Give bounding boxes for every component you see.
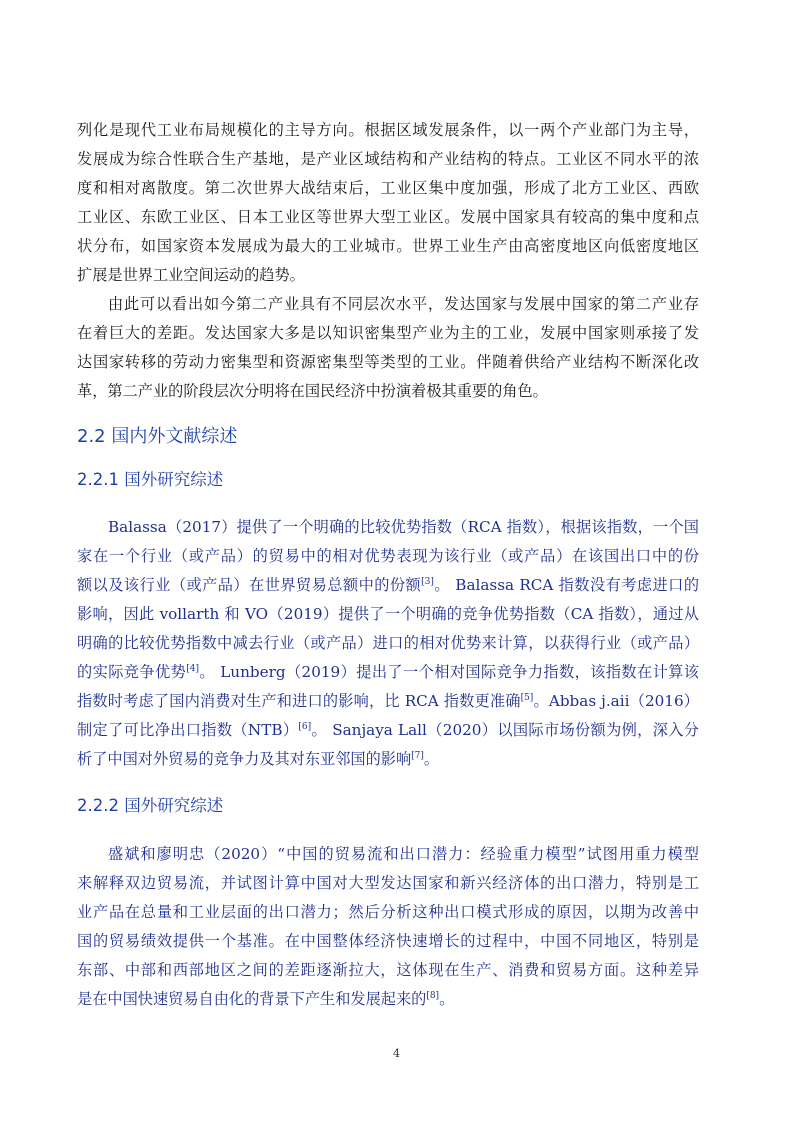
text-line: 家在一个行业（或产品）的贸易中的相对优势表现为该行业（或产品）在该国出口中的份	[77, 547, 699, 565]
text-segment: 析了中国对外贸易的竞争力及其对东亚邻国的影响	[77, 750, 412, 768]
text-segment: 。Abbas j.aii（2016）	[533, 692, 699, 710]
page-number: 4	[393, 1047, 400, 1060]
text-segment: 。 Sanjaya Lall（2020）以国际市场份额为例，深入分	[311, 721, 699, 739]
text-line: 国的贸易绩效提供一个基准。在中国整体经济快速增长的过程中，中国不同地区，特别是	[77, 932, 699, 950]
text-line	[77, 716, 699, 745]
citation-ref: [6]	[298, 721, 312, 732]
text-line	[77, 571, 699, 600]
text-line: 东部、中部和西部地区之间的差距逐渐拉大，这体现在生产、消费和贸易方面。这种差异	[77, 961, 699, 979]
text-line	[77, 985, 454, 1014]
text-segment: 。 Balassa RCA 指数没有考虑进口的	[433, 576, 700, 594]
text-segment: 的实际竞争优势	[77, 663, 187, 681]
text-line: Balassa（2017）提供了一个明确的比较优势指数（RCA 指数），根据该指数，一个国	[108, 518, 699, 536]
text-segment: 。	[423, 750, 440, 768]
text-line: 由此可以看出如今第二产业具有不同层次水平，发达国家与发展中国家的第二产业存	[108, 295, 699, 313]
text-line: 影响，因此 vollarth 和 VO（2019）提供了一个明确的竞争优势指数（CA 指数），通过从	[77, 605, 699, 623]
text-segment: 额以及该行业（或产品）在世界贸易总额中的份额	[77, 576, 422, 594]
text-line	[77, 745, 439, 774]
text-line: 扩展是世界工业空间运动的趋势。	[77, 266, 305, 284]
citation-ref: [7]	[411, 750, 424, 761]
text-line: 度和相对离散度。第二次世界大战结束后，工业区集中度加强，形成了北方工业区、西欧	[77, 179, 699, 197]
text-line: 盛斌和廖明忠（2020）“中国的贸易流和出口潜力：经验重力模型”试图用重力模型	[108, 845, 699, 863]
text-line: 明确的比较优势指数中减去行业（或产品）进口的相对优势来计算，以获得行业（或产品）	[77, 634, 699, 652]
section-heading-2-2-2: 2.2.2 国外研究综述	[77, 796, 224, 815]
text-line: 发展成为综合性联合生产基地，是产业区域结构和产业结构的特点。工业区不同水平的浓	[77, 150, 699, 168]
text-line: 工业区、东欧工业区、日本工业区等世界大型工业区。发展中国家具有较高的集中度和点	[77, 208, 699, 226]
text-segment: 是在中国快速贸易自由化的背景下产生和发展起来的	[77, 990, 427, 1008]
text-line: 列化是现代工业布局规模化的主导方向。根据区域发展条件，以一两个产业部门为主导，	[77, 121, 699, 139]
section-heading-2-2: 2.2 国内外文献综述	[77, 426, 238, 447]
text-line: 来解释双边贸易流，并试图计算中国对大型发达国家和新兴经济体的出口潜力，特别是工	[77, 874, 699, 892]
text-segment: 。 Lunberg（2019）提出了一个相对国际竞争力指数，该指数在计算该	[198, 663, 699, 681]
text-line: 革，第二产业的阶段层次分明将在国民经济中扮演着极其重要的角色。	[77, 382, 548, 400]
text-line: 状分布，如国家资本发展成为最大的工业城市。世界工业生产由高密度地区向低密度地区	[77, 237, 699, 255]
citation-ref: [5]	[520, 692, 534, 703]
text-line	[77, 687, 699, 716]
text-segment: 。	[439, 990, 455, 1008]
text-line	[77, 658, 699, 687]
section-heading-2-2-1: 2.2.1 国外研究综述	[77, 470, 224, 489]
text-segment: 制定了可比净出口指数（NTB）	[77, 721, 299, 739]
text-line: 业产品在总量和工业层面的出口潜力；然后分析这种出口模式形成的原因，以期为改善中	[77, 903, 699, 921]
citation-ref: [8]	[426, 990, 440, 1001]
text-segment: 指数时考虑了国内消费对生产和进口的影响，比 RCA 指数更准确	[77, 692, 521, 710]
text-line: 在着巨大的差距。发达国家大多是以知识密集型产业为主的工业，发展中国家则承接了发	[77, 324, 699, 342]
citation-ref: [4]	[186, 663, 199, 674]
text-line: 达国家转移的劳动力密集型和资源密集型等类型的工业。伴随着供给产业结构不断深化改	[77, 353, 699, 371]
citation-ref: [3]	[421, 576, 434, 587]
